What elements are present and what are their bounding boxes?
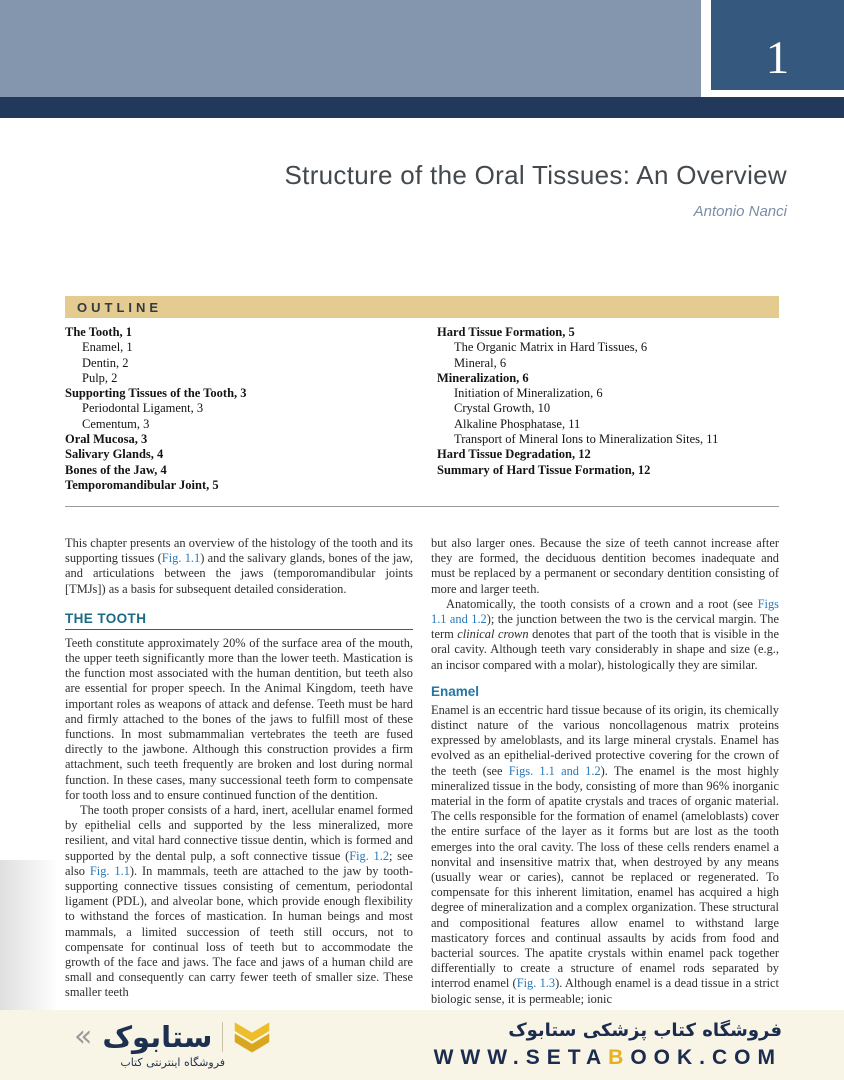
text-run: ). Although enamel is a dead tissue in a strict biologic sense, it is permeable; ionic bbox=[431, 976, 780, 1006]
text-run: This chapter presents an overview of the histology of the tooth and its supporting tissues ( bbox=[65, 536, 413, 566]
setabook-logo[interactable] bbox=[74, 1021, 271, 1069]
text-run: Anatomically, the tooth consists of a crown and a root (see bbox=[446, 596, 758, 611]
logo-divider bbox=[222, 1022, 223, 1052]
book-chevron-icon bbox=[233, 1021, 271, 1053]
header-band bbox=[0, 0, 701, 97]
text-run: Teeth constitute approximately 20% of the surface area of the mouth, the upper teeth significantly more than the lower teeth. Mastication is the function most associated with the human dentition, but teeth also are essential for proper speech. In the Animal Kingdom, teeth have important roles as weapons of attack and defense. Teeth must be hard and firmly attached to the bones of the jaws to fulfill most of these functions. In most submammalian vertebrates the teeth are fused directly to the jawbone. Although this construction provides a firm attachment, such teeth frequently are broken and lost during normal function. In these cases, many successional teeth form to compensate for tooth loss and to ensure continued function of the dentition. bbox=[65, 635, 413, 802]
figure-link[interactable]: Fig. 1.1 bbox=[161, 551, 201, 566]
outline-entry: Cementum, 3 bbox=[82, 416, 150, 431]
body-paragraph bbox=[431, 536, 779, 597]
text-run: ) and the salivary glands, bones of the jaw, and articulations between the jaws (temporomandibular joints [TMJs]) as a basis for subsequent detailed consideration. bbox=[65, 551, 414, 596]
website-url[interactable] bbox=[434, 1046, 782, 1070]
text-run: Enamel is an eccentric hard tissue because of its origin, its chemically distinct nature of the various noncollagenous matrix proteins expressed by ameloblasts, and its large mineral crystals. Enamel has evolved as an epithelial-derived protective covering for the crown of the teeth (see bbox=[431, 702, 779, 778]
outline-entry: Temporomandibular Joint, 5 bbox=[65, 477, 219, 492]
outline-entry: Summary of Hard Tissue Formation, 12 bbox=[437, 462, 651, 477]
text-run: but also larger ones. Because the size of teeth cannot increase after they are formed, the deciduous dentition becomes inadequate and must be replaced by a permanent or secondary dentition consisting of more and larger teeth. bbox=[431, 536, 779, 596]
figure-link[interactable]: Fig. 1.1 bbox=[89, 863, 130, 878]
outline-entry: Crystal Growth, 10 bbox=[454, 401, 551, 416]
outline-entry: Alkaline Phosphatase, 11 bbox=[454, 416, 581, 431]
author-name: Antonio Nanci bbox=[693, 203, 787, 220]
outline-entry: Enamel, 1 bbox=[82, 340, 133, 355]
outline-band bbox=[65, 296, 779, 318]
body-column-left bbox=[65, 536, 413, 1007]
text-run: ). The enamel is the most highly mineralized tissue in the body, consisting of more than 96% inorganic material in the form of apatite crystals and traces of organic material. The cells responsible for the formation of enamel (ameloblasts) cover the entire surface of the layer as it forms but are lost as the tooth emerges into the oral cavity. The loss of these cells renders enamel a nonvital and insensitive matrix that, when destroyed by any means (usually wear or caries), cannot be replaced or regenerated. To compensate for this inherent limitation, enamel has acquired a high degree of mineralization and a complex organization. These structural and compositional features allow enamel to withstand large masticatory forces and continual assaults by acids from food and bacterial sources. The apatite crystals within enamel pack together differentially to create a structure of enamel rods separated by interrod enamel ( bbox=[431, 763, 779, 991]
figure-link[interactable]: Figs 1.1 and 1.2 bbox=[431, 596, 779, 627]
footer-banner bbox=[0, 1010, 844, 1080]
store-label-farsi: فروشگاه کتاب پزشکی ستابوک bbox=[508, 1020, 782, 1041]
outline-entry: Periodontal Ligament, 3 bbox=[82, 401, 204, 416]
text-run: ). In mammals, teeth are attached to the jaw by tooth-supporting connective tissues consisting of cementum, periodontal ligament (PDL), and alveolar bone, which provide enough flexibility to withstand the forces of mastication. In human beings and most mammals, a limited succession of teeth still occurs, not to compensate for continual loss of teeth but to accommodate the growth of the face and jaws. The face and jaws of a human child are small and consequently can carry fewer teeth of smaller size. These smaller teeth bbox=[65, 863, 413, 1000]
outline-section bbox=[65, 296, 779, 493]
text-run: The tooth proper consists of a hard, inert, acellular enamel formed by epithelial cells and supported by the less mineralized, more resilient, and vital hard connective tissue dentin, which is formed and supported by the dental pulp, a soft connective tissue ( bbox=[65, 803, 413, 863]
outline-entry: Supporting Tissues of the Tooth, 3 bbox=[65, 386, 247, 401]
outline-column-left bbox=[65, 325, 437, 493]
url-segment: B bbox=[608, 1046, 631, 1069]
outline-entry: The Organic Matrix in Hard Tissues, 6 bbox=[454, 340, 648, 355]
body-text bbox=[65, 536, 779, 1007]
outline-entry: Mineral, 6 bbox=[454, 355, 507, 370]
outline-entry: Transport of Mineral Ions to Mineralization Sites, 11 bbox=[454, 432, 719, 447]
outline-entry: Hard Tissue Formation, 5 bbox=[437, 325, 575, 339]
url-segment: OOK.COM bbox=[630, 1046, 782, 1069]
outline-entry: Oral Mucosa, 3 bbox=[65, 432, 148, 447]
outline-entry: Pulp, 2 bbox=[82, 370, 118, 385]
subsection-heading: Enamel bbox=[431, 683, 480, 699]
text-run: denotes that part of the tooth that is visible in the oral cavity. Although teeth vary considerably in shape and size (e.g., an incisor compared with a molar), histologically they are similar. bbox=[431, 627, 780, 672]
body-paragraph bbox=[431, 597, 779, 673]
body-paragraph bbox=[65, 803, 413, 1001]
chapter-number-box bbox=[711, 0, 844, 90]
figure-link[interactable]: Figs. 1.1 and 1.2 bbox=[508, 763, 601, 778]
outline-heading: OUTLINE bbox=[77, 299, 163, 315]
body-paragraph bbox=[65, 636, 413, 803]
outline-entry: The Tooth, 1 bbox=[65, 325, 133, 339]
figure-link[interactable]: Fig. 1.3 bbox=[516, 976, 556, 991]
page-title: Structure of the Oral Tissues: An Overview bbox=[284, 160, 787, 190]
outline-entry: Mineralization, 6 bbox=[437, 370, 529, 385]
divider-rule bbox=[65, 506, 779, 507]
header-strip bbox=[0, 97, 844, 118]
title-block bbox=[285, 160, 787, 220]
italic-term: clinical crown bbox=[457, 627, 529, 642]
chapter-number: 1 bbox=[765, 32, 790, 84]
outline-columns bbox=[65, 325, 779, 493]
brand-name-farsi: ستابوک bbox=[102, 1019, 213, 1054]
body-paragraph bbox=[431, 703, 779, 1007]
outline-entry: Hard Tissue Degradation, 12 bbox=[437, 447, 591, 462]
body-column-right bbox=[431, 536, 779, 1007]
page-edge-shadow bbox=[0, 860, 58, 1010]
footer-right bbox=[434, 1020, 782, 1070]
brand-tagline: فروشگاه اینترنتی کتاب bbox=[120, 1056, 226, 1069]
body-paragraph bbox=[65, 536, 413, 597]
figure-link[interactable]: Fig. 1.2 bbox=[349, 848, 390, 863]
outline-entry: Initiation of Mineralization, 6 bbox=[454, 386, 603, 401]
text-run: ; see also bbox=[65, 848, 413, 878]
text-run: ); the junction between the two is the cervical margin. The term bbox=[431, 612, 779, 642]
outline-column-right bbox=[437, 325, 779, 493]
outline-entry: Bones of the Jaw, 4 bbox=[65, 462, 167, 477]
section-heading: THE TOOTH bbox=[65, 611, 413, 630]
outline-entry: Salivary Glands, 4 bbox=[65, 447, 164, 462]
double-chevron-left-icon: « bbox=[74, 1019, 93, 1054]
outline-entry: Dentin, 2 bbox=[82, 355, 129, 370]
logo-row bbox=[74, 1021, 271, 1053]
url-segment: WWW.SETA bbox=[433, 1046, 609, 1069]
